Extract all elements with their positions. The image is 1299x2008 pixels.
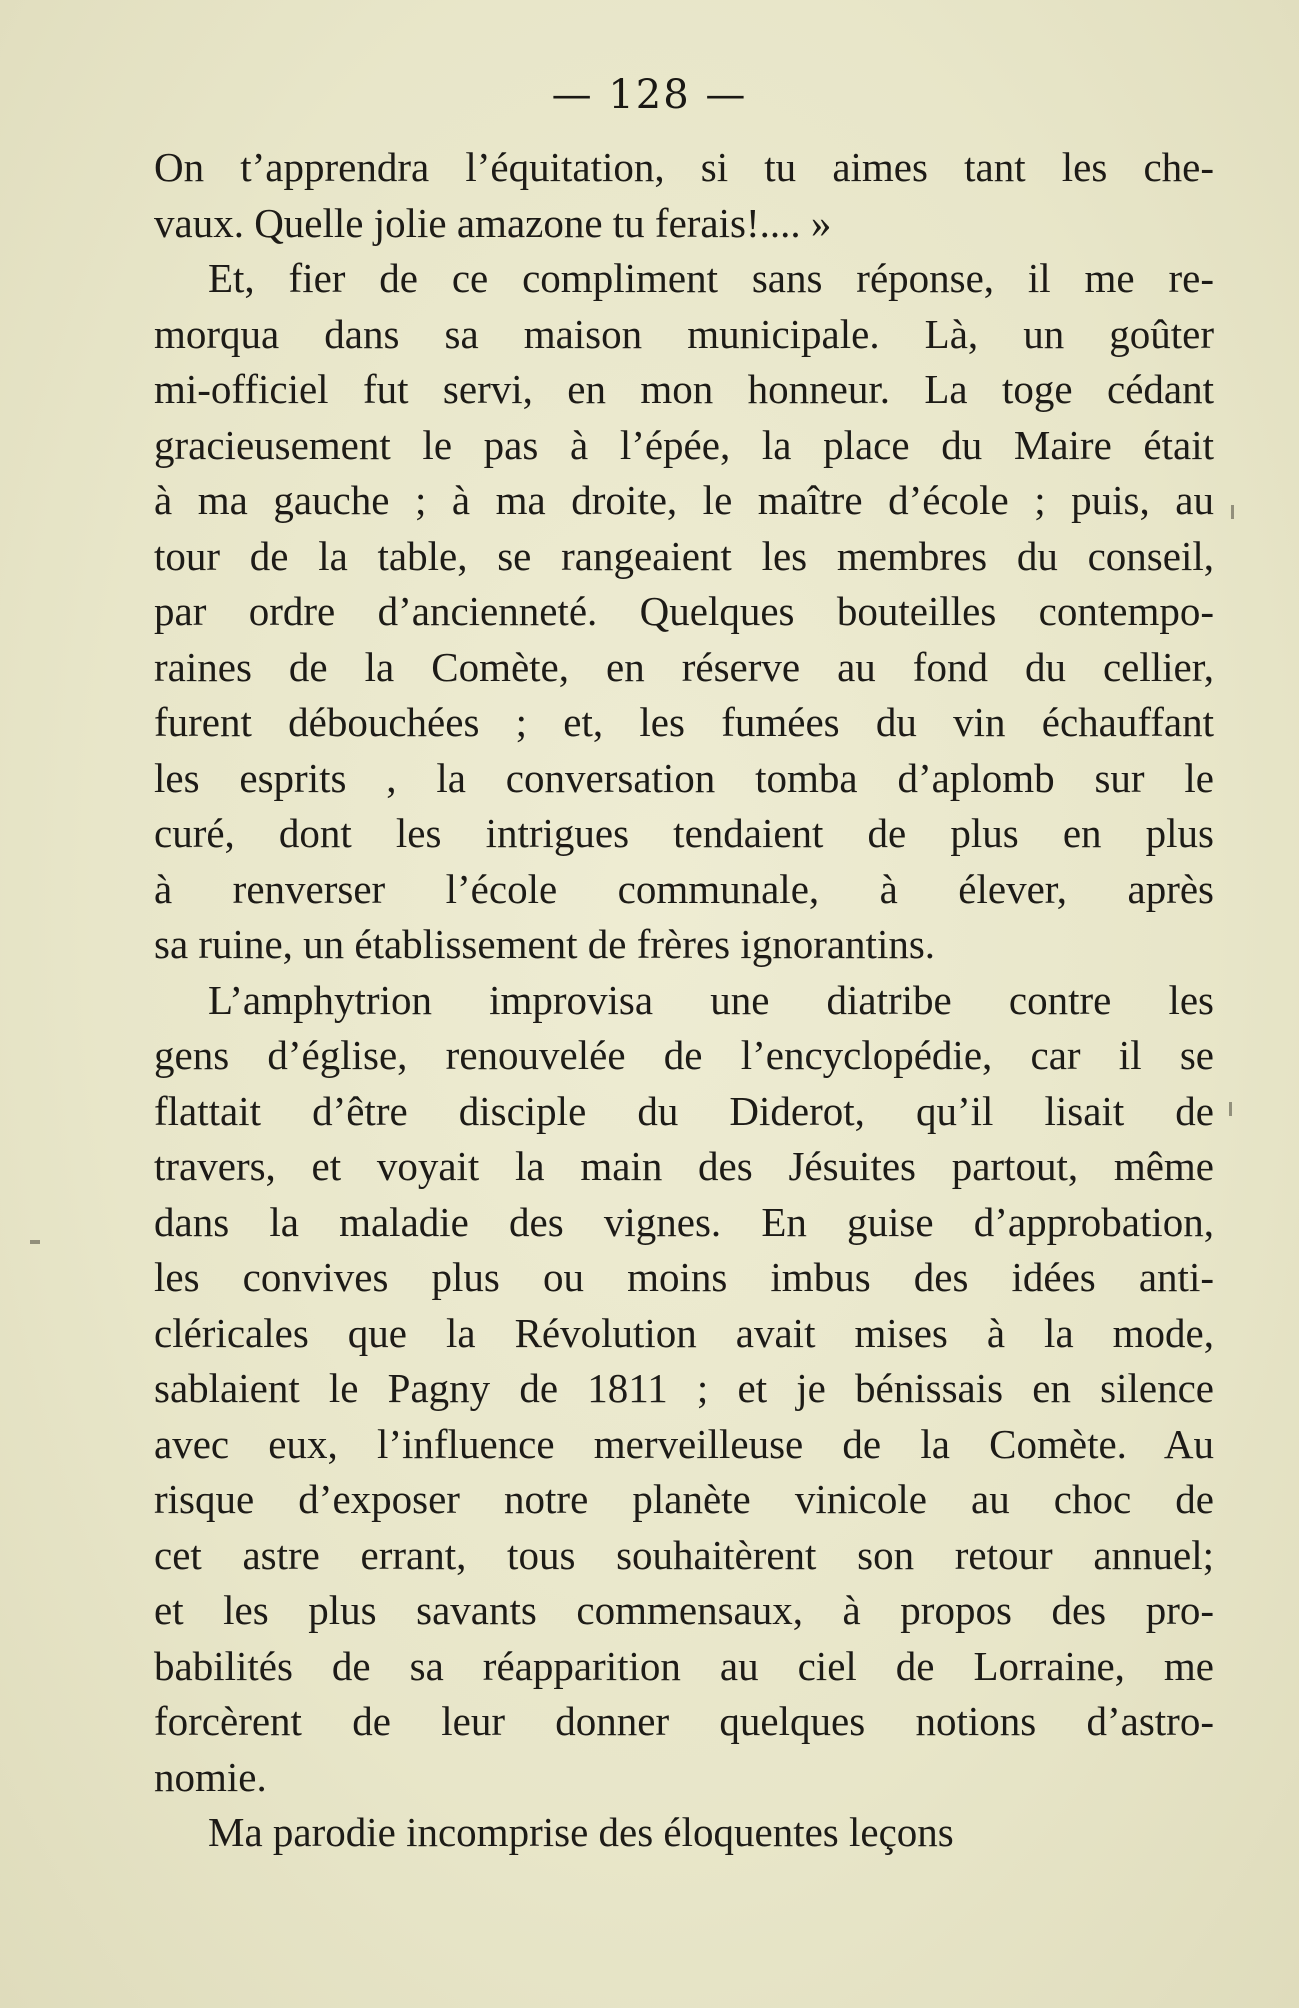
text-line: L’amphytrion improvisa une diatribe contre les bbox=[208, 976, 1214, 1023]
paragraph bbox=[154, 251, 1214, 973]
text-line: gens d’église, renouvelée de l’encyclopédie, car il se bbox=[154, 1032, 1214, 1078]
paragraph bbox=[154, 1805, 1214, 1861]
text-line: Et, fier de ce compliment sans réponse, il me re- bbox=[208, 255, 1214, 301]
page-number: — 128 — bbox=[551, 72, 748, 118]
text-line: babilités de sa réapparition au ciel de Lorraine, me bbox=[154, 1642, 1214, 1689]
text-line: avec eux, l’influence merveilleuse de la Comète. Au bbox=[154, 1420, 1214, 1467]
text-line: gracieusement le pas à l’épée, la place du Maire était bbox=[154, 421, 1214, 468]
text-line: mi-officiel fut servi, en mon honneur. La toge cédant bbox=[154, 366, 1214, 412]
text-line: Ma parodie incomprise des éloquentes leçons bbox=[208, 1809, 954, 1855]
text-line: sa ruine, un établissement de frères ignorantins. bbox=[154, 921, 936, 967]
text-line: curé, dont les intrigues tendaient de plus en plus bbox=[154, 810, 1214, 856]
text-line: cléricales que la Révolution avait mises à la mode, bbox=[154, 1309, 1214, 1356]
text-line: flattait d’être disciple du Diderot, qu’il lisait de bbox=[154, 1087, 1214, 1134]
text-line: tour de la table, se rangeaient les membres du conseil, bbox=[154, 532, 1214, 579]
text-line: morqua dans sa maison municipale. Là, un goûter bbox=[154, 310, 1214, 357]
text-line: les esprits , la conversation tomba d’aplomb sur le bbox=[154, 754, 1214, 801]
text-line: risque d’exposer notre planète vinicole au choc de bbox=[154, 1476, 1214, 1522]
text-line: vaux. Quelle jolie amazone tu ferais!.... » bbox=[154, 199, 832, 246]
text-line: et les plus savants commensaux, à propos des pro- bbox=[154, 1587, 1214, 1633]
text-line: forcèrent de leur donner quelques notions d’astro- bbox=[154, 1698, 1214, 1744]
text-line: cet astre errant, tous souhaitèrent son retour annuel; bbox=[154, 1531, 1214, 1578]
text-line: les convives plus ou moins imbus des idées anti- bbox=[154, 1254, 1214, 1300]
text-line: raines de la Comète, en réserve au fond du cellier, bbox=[154, 643, 1214, 690]
text-line: dans la maladie des vignes. En guise d’approbation, bbox=[154, 1198, 1214, 1245]
text-line: furent débouchées ; et, les fumées du vin échauffant bbox=[154, 699, 1214, 745]
text-line: On t’apprendra l’équitation, si tu aimes tant les che- bbox=[154, 144, 1214, 190]
margin-mark bbox=[1231, 505, 1234, 519]
margin-mark bbox=[30, 1240, 40, 1244]
text-line: à ma gauche ; à ma droite, le maître d’école ; puis, au bbox=[154, 477, 1214, 523]
text-line: par ordre d’ancienneté. Quelques bouteilles contempo- bbox=[154, 588, 1214, 634]
text-line: sablaient le Pagny de 1811 ; et je bénissais en silence bbox=[154, 1365, 1214, 1411]
text-line: travers, et voyait la main des Jésuites partout, même bbox=[154, 1143, 1214, 1189]
paragraph bbox=[154, 140, 1214, 251]
text-line: nomie. bbox=[154, 1753, 267, 1800]
body-text bbox=[154, 140, 1214, 1861]
paragraph bbox=[154, 973, 1214, 1806]
margin-mark bbox=[1229, 1102, 1232, 1116]
text-line: à renverser l’école communale, à élever, après bbox=[154, 865, 1214, 912]
